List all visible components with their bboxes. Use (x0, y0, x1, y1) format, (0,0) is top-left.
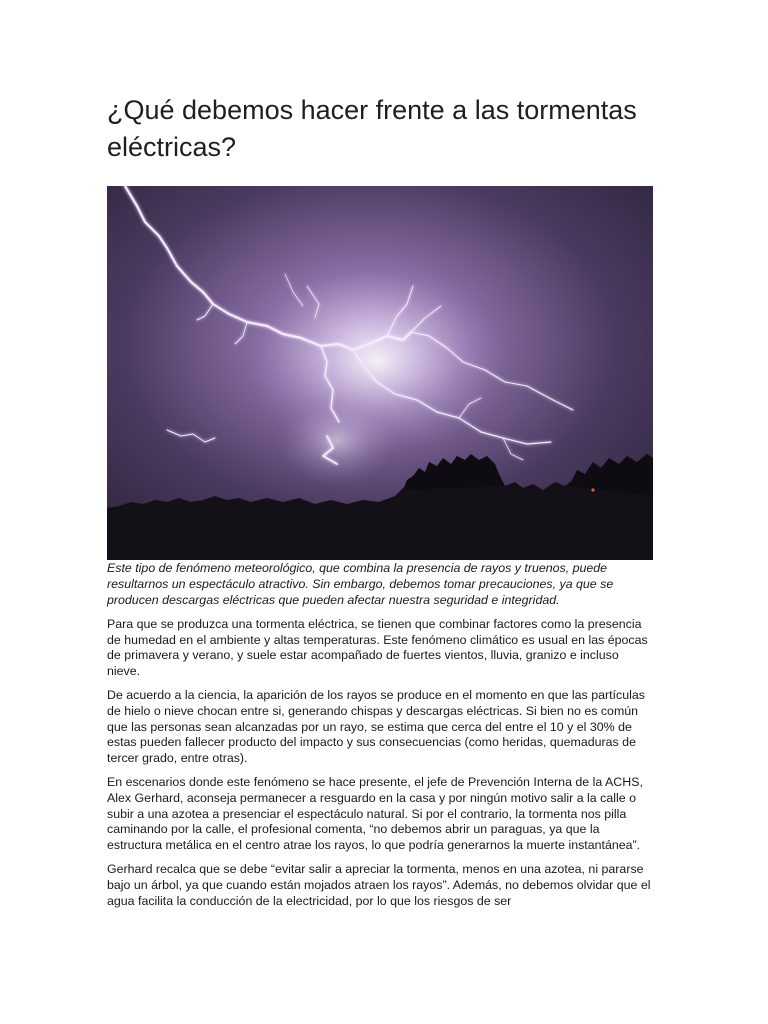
paragraph: En escenarios donde este fenómeno se hace presente, el jefe de Prevención Interna de la ACHS, Alex Gerhard, aconseja permanecer a resguardo en la casa y por ningún motivo salir a la calle o subir a una azotea a presenciar el espectáculo natural. Si por el contrario, la tormenta nos pilla caminando por la calle, el profesional comenta, “no debemos abrir un paraguas, ya que la estructura metálica en el centro atrae los rayos, lo que podría generarnos la muerte instantánea”. (107, 775, 643, 852)
lightning-storm-photo (107, 186, 653, 560)
page-title: ¿Qué debemos hacer frente a las tormentas eléctricas? (107, 95, 637, 162)
paragraph: Para que se produzca una tormenta eléctrica, se tienen que combinar factores como la presencia de humedad en el ambiente y altas temperaturas. Este fenómeno climático es usual en las épocas de primavera y verano, y suele estar acompañado de fuertes vientos, lluvia, granizo e incluso nieve. (107, 617, 648, 678)
image-caption: Este tipo de fenómeno meteorológico, que combina la presencia de rayos y truenos, puede resultarnos un espectáculo atractivo. Sin embargo, debemos tomar precauciones, ya que se producen descargas eléctricas que pueden afectar nuestra seguridad e integridad. (107, 561, 614, 607)
paragraph: De acuerdo a la ciencia, la aparición de los rayos se produce en el momento en que las partículas de hielo o nieve chocan entre si, generando chispas y descargas eléctricas. Si bien no es común que las personas sean alcanzadas por un rayo, se estima que cerca del entre el 10 y el 30% de estas pueden fallecer producto del impacto y sus consecuencias (como heridas, quemaduras de tercer grado, entre otras). (107, 688, 645, 765)
article-body (107, 617, 655, 918)
paragraph: Gerhard recalca que se debe “evitar salir a apreciar la tormenta, menos en una azotea, ni pararse bajo un árbol, ya que cuando están mojados atraen los rayos”. Además, no debemos olvidar que el agua facilita la conducción de la electricidad, por lo que los riesgos de ser (107, 862, 651, 908)
